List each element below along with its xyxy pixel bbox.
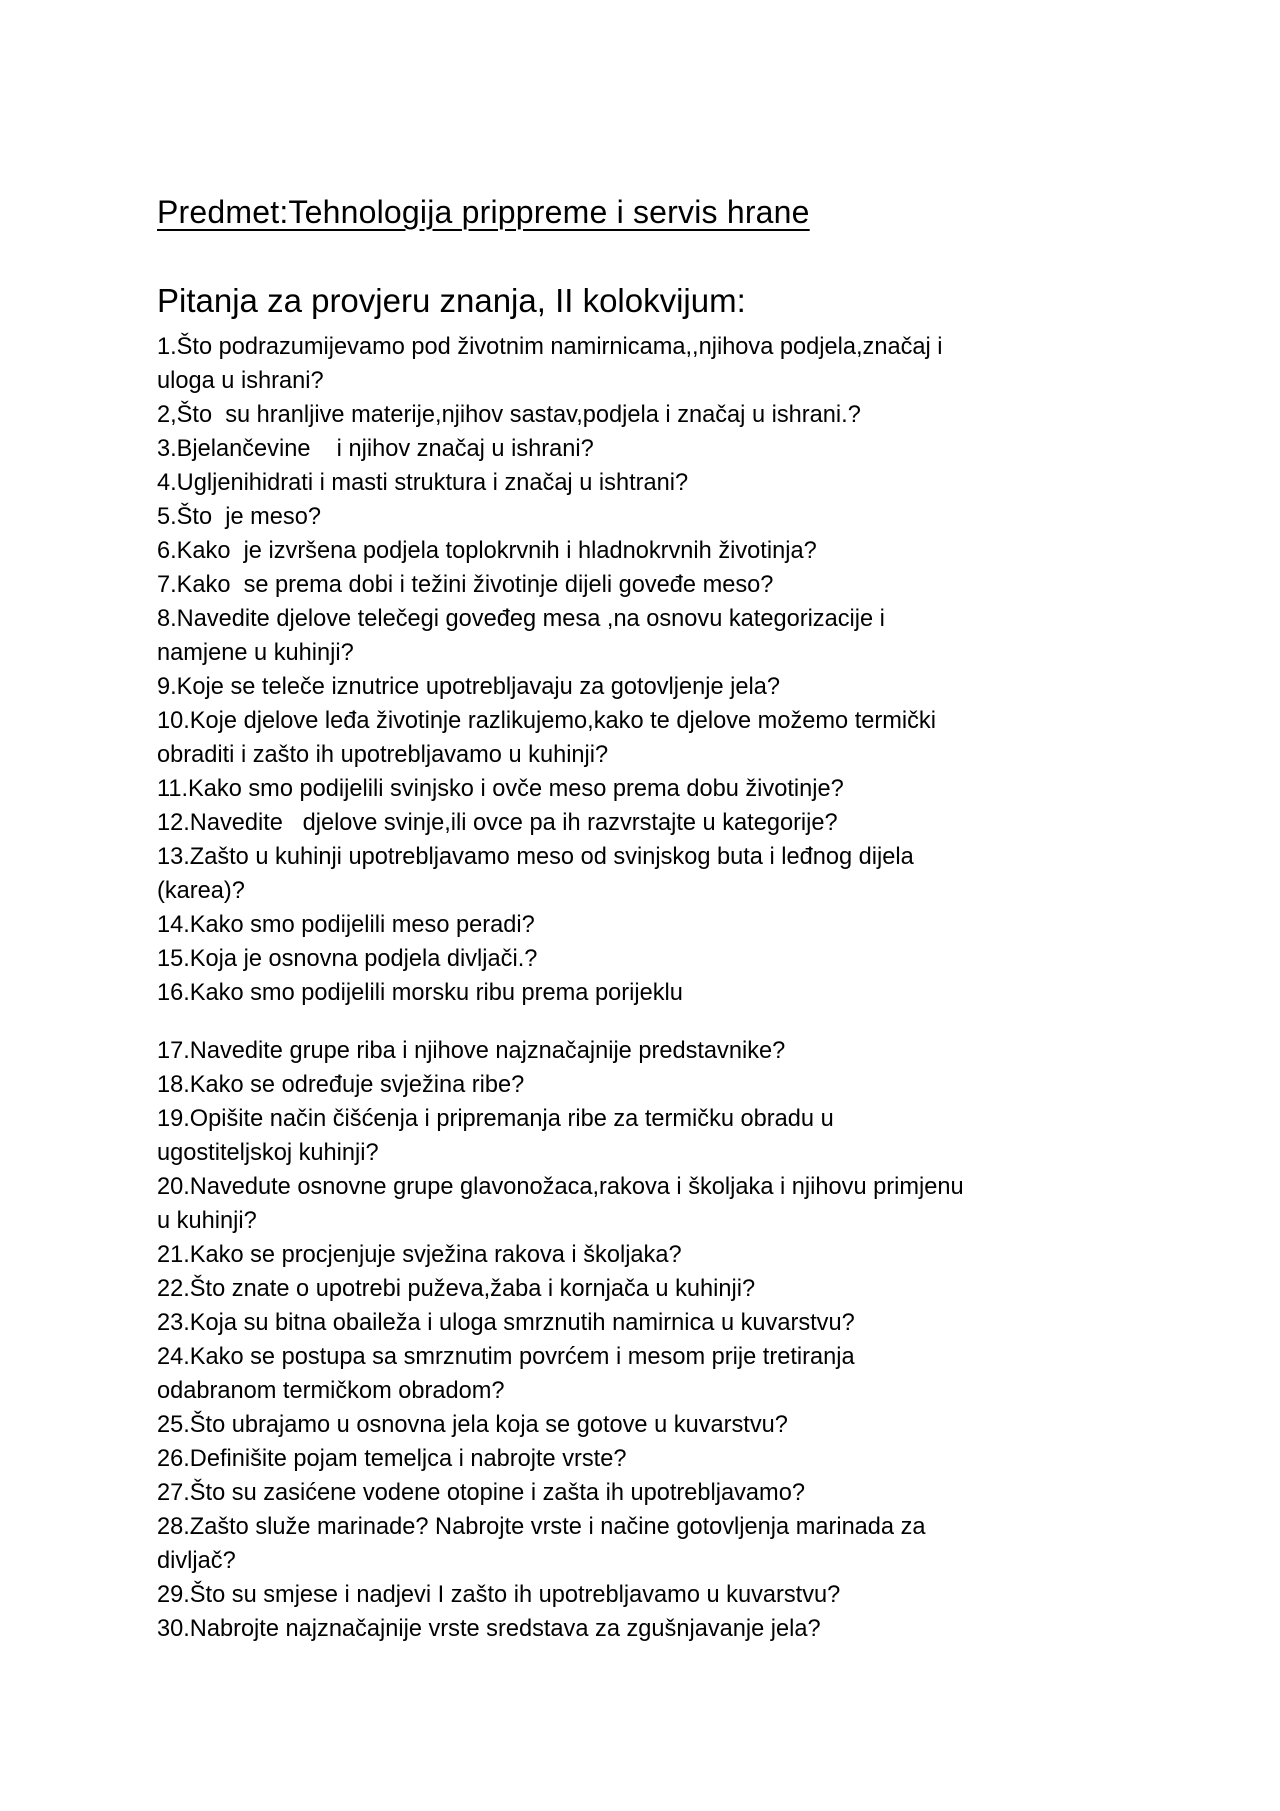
list-item: 22.Što znate o upotrebi puževa,žaba i kornjača u kuhinji?	[157, 1276, 756, 1302]
list-item: 8.Navedite djelove telečegi goveđeg mesa ,na osnovu kategorizacije i namjene u kuhinji?	[157, 606, 885, 666]
list-item: 29.Što su smjese i nadjevi I zašto ih upotrebljavamo u kuvarstvu?	[157, 1582, 841, 1608]
section-heading: Pitanja za provjeru znanja, II kolokvijum:	[157, 282, 746, 319]
list-item: 3.Bjelančevine i njihov značaj u ishrani?	[157, 436, 594, 462]
list-item: 26.Definišite pojam temeljca i nabrojte vrste?	[157, 1446, 627, 1472]
list-item: 13.Zašto u kuhinji upotrebljavamo meso od svinjskog buta i leđnog dijela (karea)?	[157, 844, 914, 904]
list-item: 24.Kako se postupa sa smrznutim povrćem i mesom prije tretiranja odabranom termičkom obradom?	[157, 1344, 855, 1404]
list-item: 17.Navedite grupe riba i njihove najznačajnije predstavnike?	[157, 1038, 786, 1064]
list-item: 1.Što podrazumijevamo pod životnim namirnicama,,njihova podjela,značaj i uloga u ishrani?	[157, 334, 943, 394]
list-item: 15.Koja je osnovna podjela divljači.?	[157, 946, 538, 972]
list-item: 12.Navedite djelove svinje,ili ovce pa ih razvrstajte u kategorije?	[157, 810, 838, 836]
list-item: 7.Kako se prema dobi i težini životinje dijeli goveđe meso?	[157, 572, 774, 598]
list-item: 28.Zašto služe marinade? Nabrojte vrste i načine gotovljenja marinada za divljač?	[157, 1514, 926, 1574]
list-item: 21.Kako se procjenjuje svježina rakova i školjaka?	[157, 1242, 682, 1268]
list-item: 14.Kako smo podijelili meso peradi?	[157, 912, 535, 938]
question-list	[157, 330, 1117, 1646]
list-item: 4.Ugljenihidrati i masti struktura i značaj u ishtrani?	[157, 470, 689, 496]
list-item: 10.Koje djelove leđa životinje razlikujemo,kako te djelove možemo termički obraditi i zašto ih upotrebljavamo u kuhinji?	[157, 708, 936, 768]
list-item: 27.Što su zasićene vodene otopine i zašta ih upotrebljavamo?	[157, 1480, 805, 1506]
list-item: 18.Kako se određuje svježina ribe?	[157, 1072, 525, 1098]
list-item: 5.Što je meso?	[157, 504, 321, 530]
list-item: 9.Koje se teleče iznutrice upotrebljavaju za gotovljenje jela?	[157, 674, 780, 700]
list-item: 20.Navedute osnovne grupe glavonožaca,rakova i školjaka i njihovu primjenu u kuhinji?	[157, 1174, 964, 1234]
list-item: 30.Nabrojte najznačajnije vrste sredstava za zgušnjavanje jela?	[157, 1616, 821, 1642]
subject-title: Predmet:Tehnologija prippreme i servis hrane	[157, 194, 810, 230]
list-item: 11.Kako smo podijelili svinjsko i ovče meso prema dobu životinje?	[157, 776, 844, 802]
list-item: 16.Kako smo podijelili morsku ribu prema porijeklu	[157, 980, 683, 1006]
list-item: 2,Što su hranljive materije,njihov sastav,podjela i značaj u ishrani.?	[157, 402, 861, 428]
list-item: 25.Što ubrajamo u osnovna jela koja se gotove u kuvarstvu?	[157, 1412, 788, 1438]
list-item: 23.Koja su bitna obaileža i uloga smrznutih namirnica u kuvarstvu?	[157, 1310, 855, 1336]
list-item: 6.Kako je izvršena podjela toplokrvnih i hladnokrvnih životinja?	[157, 538, 817, 564]
list-item: 19.Opišite način čišćenja i pripremanja ribe za termičku obradu u ugostiteljskoj kuhinji?	[157, 1106, 834, 1166]
document-page	[157, 190, 1157, 1642]
